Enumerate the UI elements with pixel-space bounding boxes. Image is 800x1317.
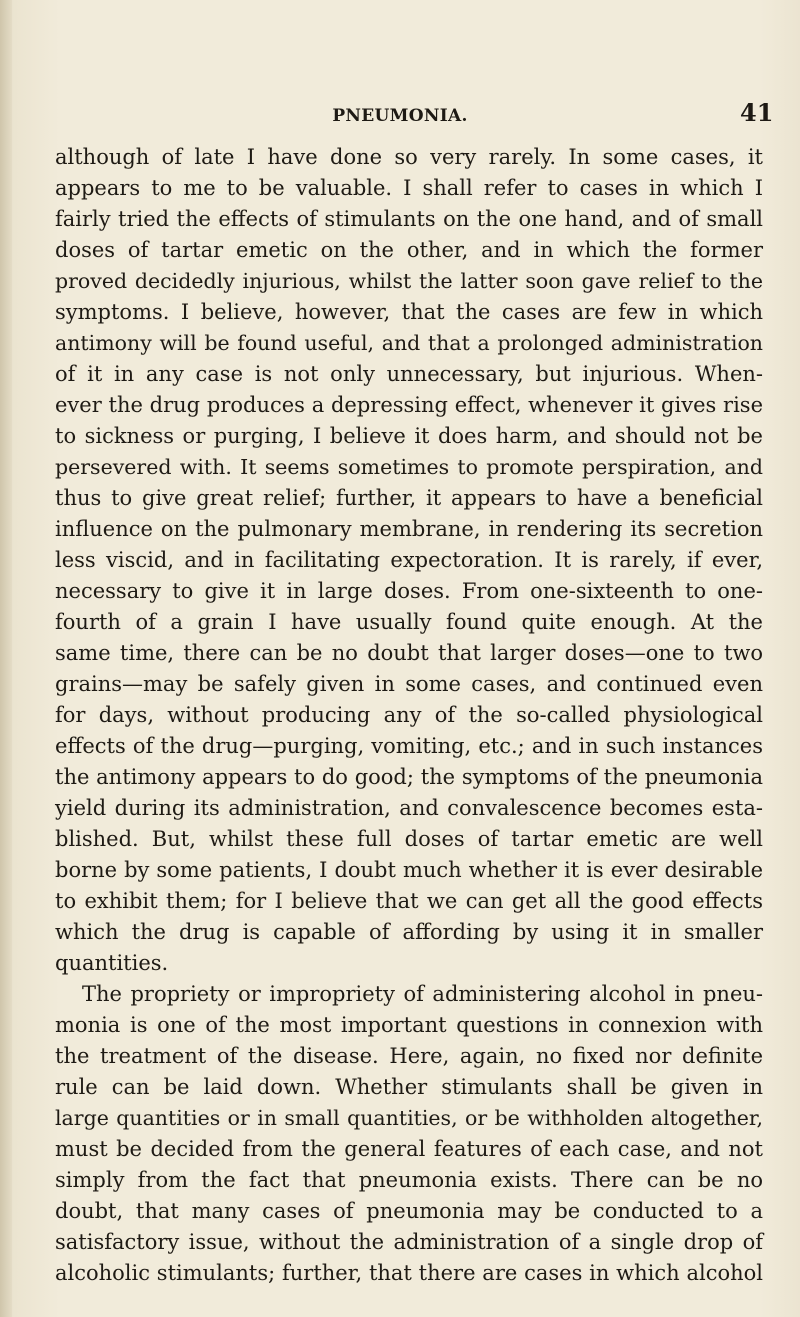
text-line: ever the drug produces a depressing effect, whenever it gives rise [55, 393, 763, 417]
paragraph-1 [55, 142, 763, 979]
text-line: borne by some patients, I doubt much whether it is ever desirable [55, 858, 763, 882]
text-line: which the drug is capable of affording by using it in smaller [55, 920, 763, 944]
text-line: satisfactory issue, without the administration of a single drop of [55, 1230, 763, 1254]
text-line: quantities. [55, 951, 169, 975]
text-line: antimony will be found useful, and that a prolonged administration [55, 331, 763, 355]
text-line: fairly tried the effects of stimulants on the one hand, and of small [55, 207, 763, 231]
text-line: blished. But, whilst these full doses of tartar emetic are well [55, 827, 763, 851]
text-line: the treatment of the disease. Here, again, no fixed nor definite [55, 1044, 763, 1068]
page-binding-edge [0, 0, 12, 1317]
text-line: doubt, that many cases of pneumonia may be conducted to a [55, 1199, 763, 1223]
text-line: for days, without producing any of the so-called physiological [55, 703, 763, 727]
text-line: appears to me to be valuable. I shall refer to cases in which I [55, 176, 763, 200]
text-line: rule can be laid down. Whether stimulants shall be given in [55, 1075, 763, 1099]
text-line: necessary to give it in large doses. From one-sixteenth to one- [55, 579, 763, 603]
text-line: to exhibit them; for I believe that we can get all the good effects [55, 889, 763, 913]
text-line: effects of the drug—purging, vomiting, etc.; and in such instances [55, 734, 763, 758]
text-line: persevered with. It seems sometimes to promote perspiration, and [55, 455, 763, 479]
text-line: doses of tartar emetic on the other, and in which the former [55, 238, 763, 262]
body-text [55, 142, 763, 1289]
text-line: alcoholic stimulants; further, that there are cases in which alcohol [55, 1261, 763, 1285]
text-line: the antimony appears to do good; the symptoms of the pneumonia [55, 765, 763, 789]
text-line: influence on the pulmonary membrane, in rendering its secretion [55, 517, 763, 541]
text-line: monia is one of the most important questions in connexion with [55, 1013, 763, 1037]
text-line: same time, there can be no doubt that larger doses—one to two [55, 641, 763, 665]
text-line: although of late I have done so very rarely. In some cases, it [55, 145, 763, 169]
text-line: thus to give great relief; further, it appears to have a beneficial [55, 486, 763, 510]
text-line: proved decidedly injurious, whilst the latter soon gave relief to the [55, 269, 763, 293]
page-number: 41 [740, 98, 774, 127]
paragraph-2 [55, 979, 763, 1289]
text-line: to sickness or purging, I believe it does harm, and should not be [55, 424, 763, 448]
running-title: PNEUMONIA. [332, 106, 468, 126]
text-line: simply from the fact that pneumonia exists. There can be no [55, 1168, 763, 1192]
text-line: The propriety or impropriety of administering alcohol in pneu- [82, 982, 763, 1006]
text-line: yield during its administration, and convalescence becomes esta- [55, 796, 763, 820]
text-line: large quantities or in small quantities, or be withholden altogether, [55, 1106, 763, 1130]
text-line: must be decided from the general features of each case, and not [55, 1137, 763, 1161]
text-line: symptoms. I believe, however, that the cases are few in which [55, 300, 763, 324]
text-line: less viscid, and in facilitating expectoration. It is rarely, if ever, [55, 548, 763, 572]
text-line: of it in any case is not only unnecessary, but injurious. When- [55, 362, 763, 386]
text-line: grains—may be safely given in some cases, and continued even [55, 672, 763, 696]
text-line: fourth of a grain I have usually found quite enough. At the [55, 610, 763, 634]
